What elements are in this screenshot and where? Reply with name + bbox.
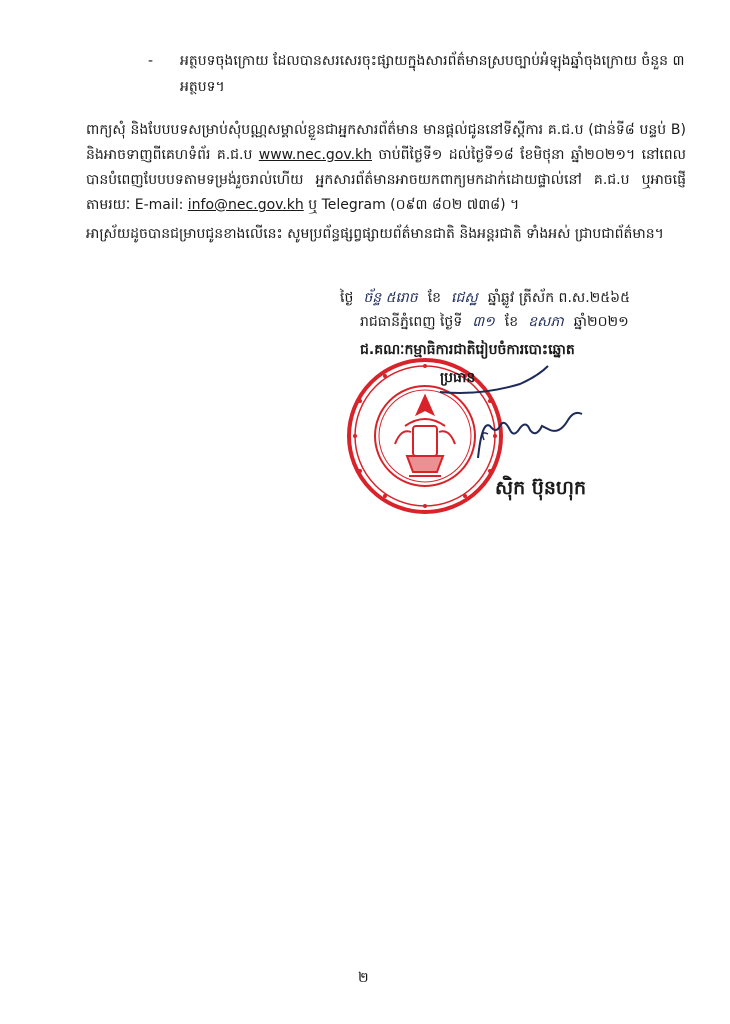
email-label: E-mail:: [134, 197, 184, 213]
lunar-month-label: ខែ: [427, 290, 442, 306]
lunar-year: ឆ្នាំឆ្លូវ ត្រីស័ក ព.ស.២៥៦៥: [487, 290, 631, 306]
bullet-text: អត្ថបទចុងក្រោយ ដែលបានសរសេរចុះផ្សាយក្នុងសារព័ត៌មានស្របច្បាប់អំឡុងឆ្នាំចុងក្រោយ ចំនួន ៣ អត្ថបទ។: [180, 53, 685, 95]
page-number: ២: [358, 970, 369, 986]
solar-date-line: [340, 310, 710, 334]
place-prefix: រាជធានីភ្នំពេញ ថ្ងៃទី: [360, 314, 463, 330]
date-block: [340, 286, 710, 362]
bullet-dash: -: [148, 53, 154, 69]
signatory-name: ស៊ិក ប៊ុនហុក: [495, 477, 587, 499]
month-label: ខែ: [504, 314, 519, 330]
solar-year: ឆ្នាំ២០២១: [573, 314, 629, 330]
signatory-role: ប្រធាន: [440, 370, 476, 386]
paragraph-application-info: [86, 118, 686, 218]
paragraph1-part1: ពាក្យសុំ និងបែបបទសម្រាប់សុំបណ្ណសម្គាល់ខ្លួនជាអ្នកសារព័ត៌មាន មានផ្តល់ជូននៅទីស្តីការ គ.ជ.ប (ជាន់ទី៨ បន្ទប់ B) និងអាចទាញពីគេហទំព័រ គ.ជ.ប: [86, 122, 686, 163]
lunar-date-line: [340, 286, 710, 310]
solar-month: ឧសភា: [528, 314, 564, 330]
email-link[interactable]: info@nec.gov.kh: [187, 197, 304, 213]
lunar-day-label: ថ្ងៃ: [340, 290, 354, 306]
handwritten-signature-icon: [470, 400, 590, 460]
closing-text: អាស្រ័យដូចបានជម្រាបជូនខាងលើនេះ សូមប្រព័ន្ធផ្សព្វផ្សាយព័ត៌មានជាតិ និងអន្តរជាតិ ទាំងអស់ ជ្រាបជាព័ត៌មាន។: [86, 226, 664, 242]
lunar-month: ជេស្ឋ: [451, 290, 478, 306]
lunar-day: ច័ន្ទ ៥រោច: [363, 290, 418, 306]
paragraph1-part2: ចាប់ពីថ្ងៃទី១ ដល់ថ្ងៃទី១៨ ខែមិថុនា ឆ្នាំ២០២១។ នៅពេលបានបំពេញបែបបទតាមទម្រង់រួចរាល់ហើយ អ្នកសារព័ត៌មានអាចយកពាក្យមកដាក់ដោយផ្ទាល់នៅ គ.ជ.ប ឬអាចផ្ញើតាមរយៈ: [86, 147, 687, 213]
bullet-item: [148, 48, 688, 100]
solar-day: ៣១: [472, 314, 495, 330]
organization-name: ជ.គណៈកម្មាធិការជាតិរៀបចំការបោះឆ្នោត: [360, 342, 575, 358]
paragraph-closing: [86, 222, 686, 247]
website-link[interactable]: www.nec.gov.kh: [258, 147, 373, 163]
paragraph1-part3: ឬ Telegram (០៩៣ ៨០២ ៧៣៨) ។: [303, 197, 520, 213]
